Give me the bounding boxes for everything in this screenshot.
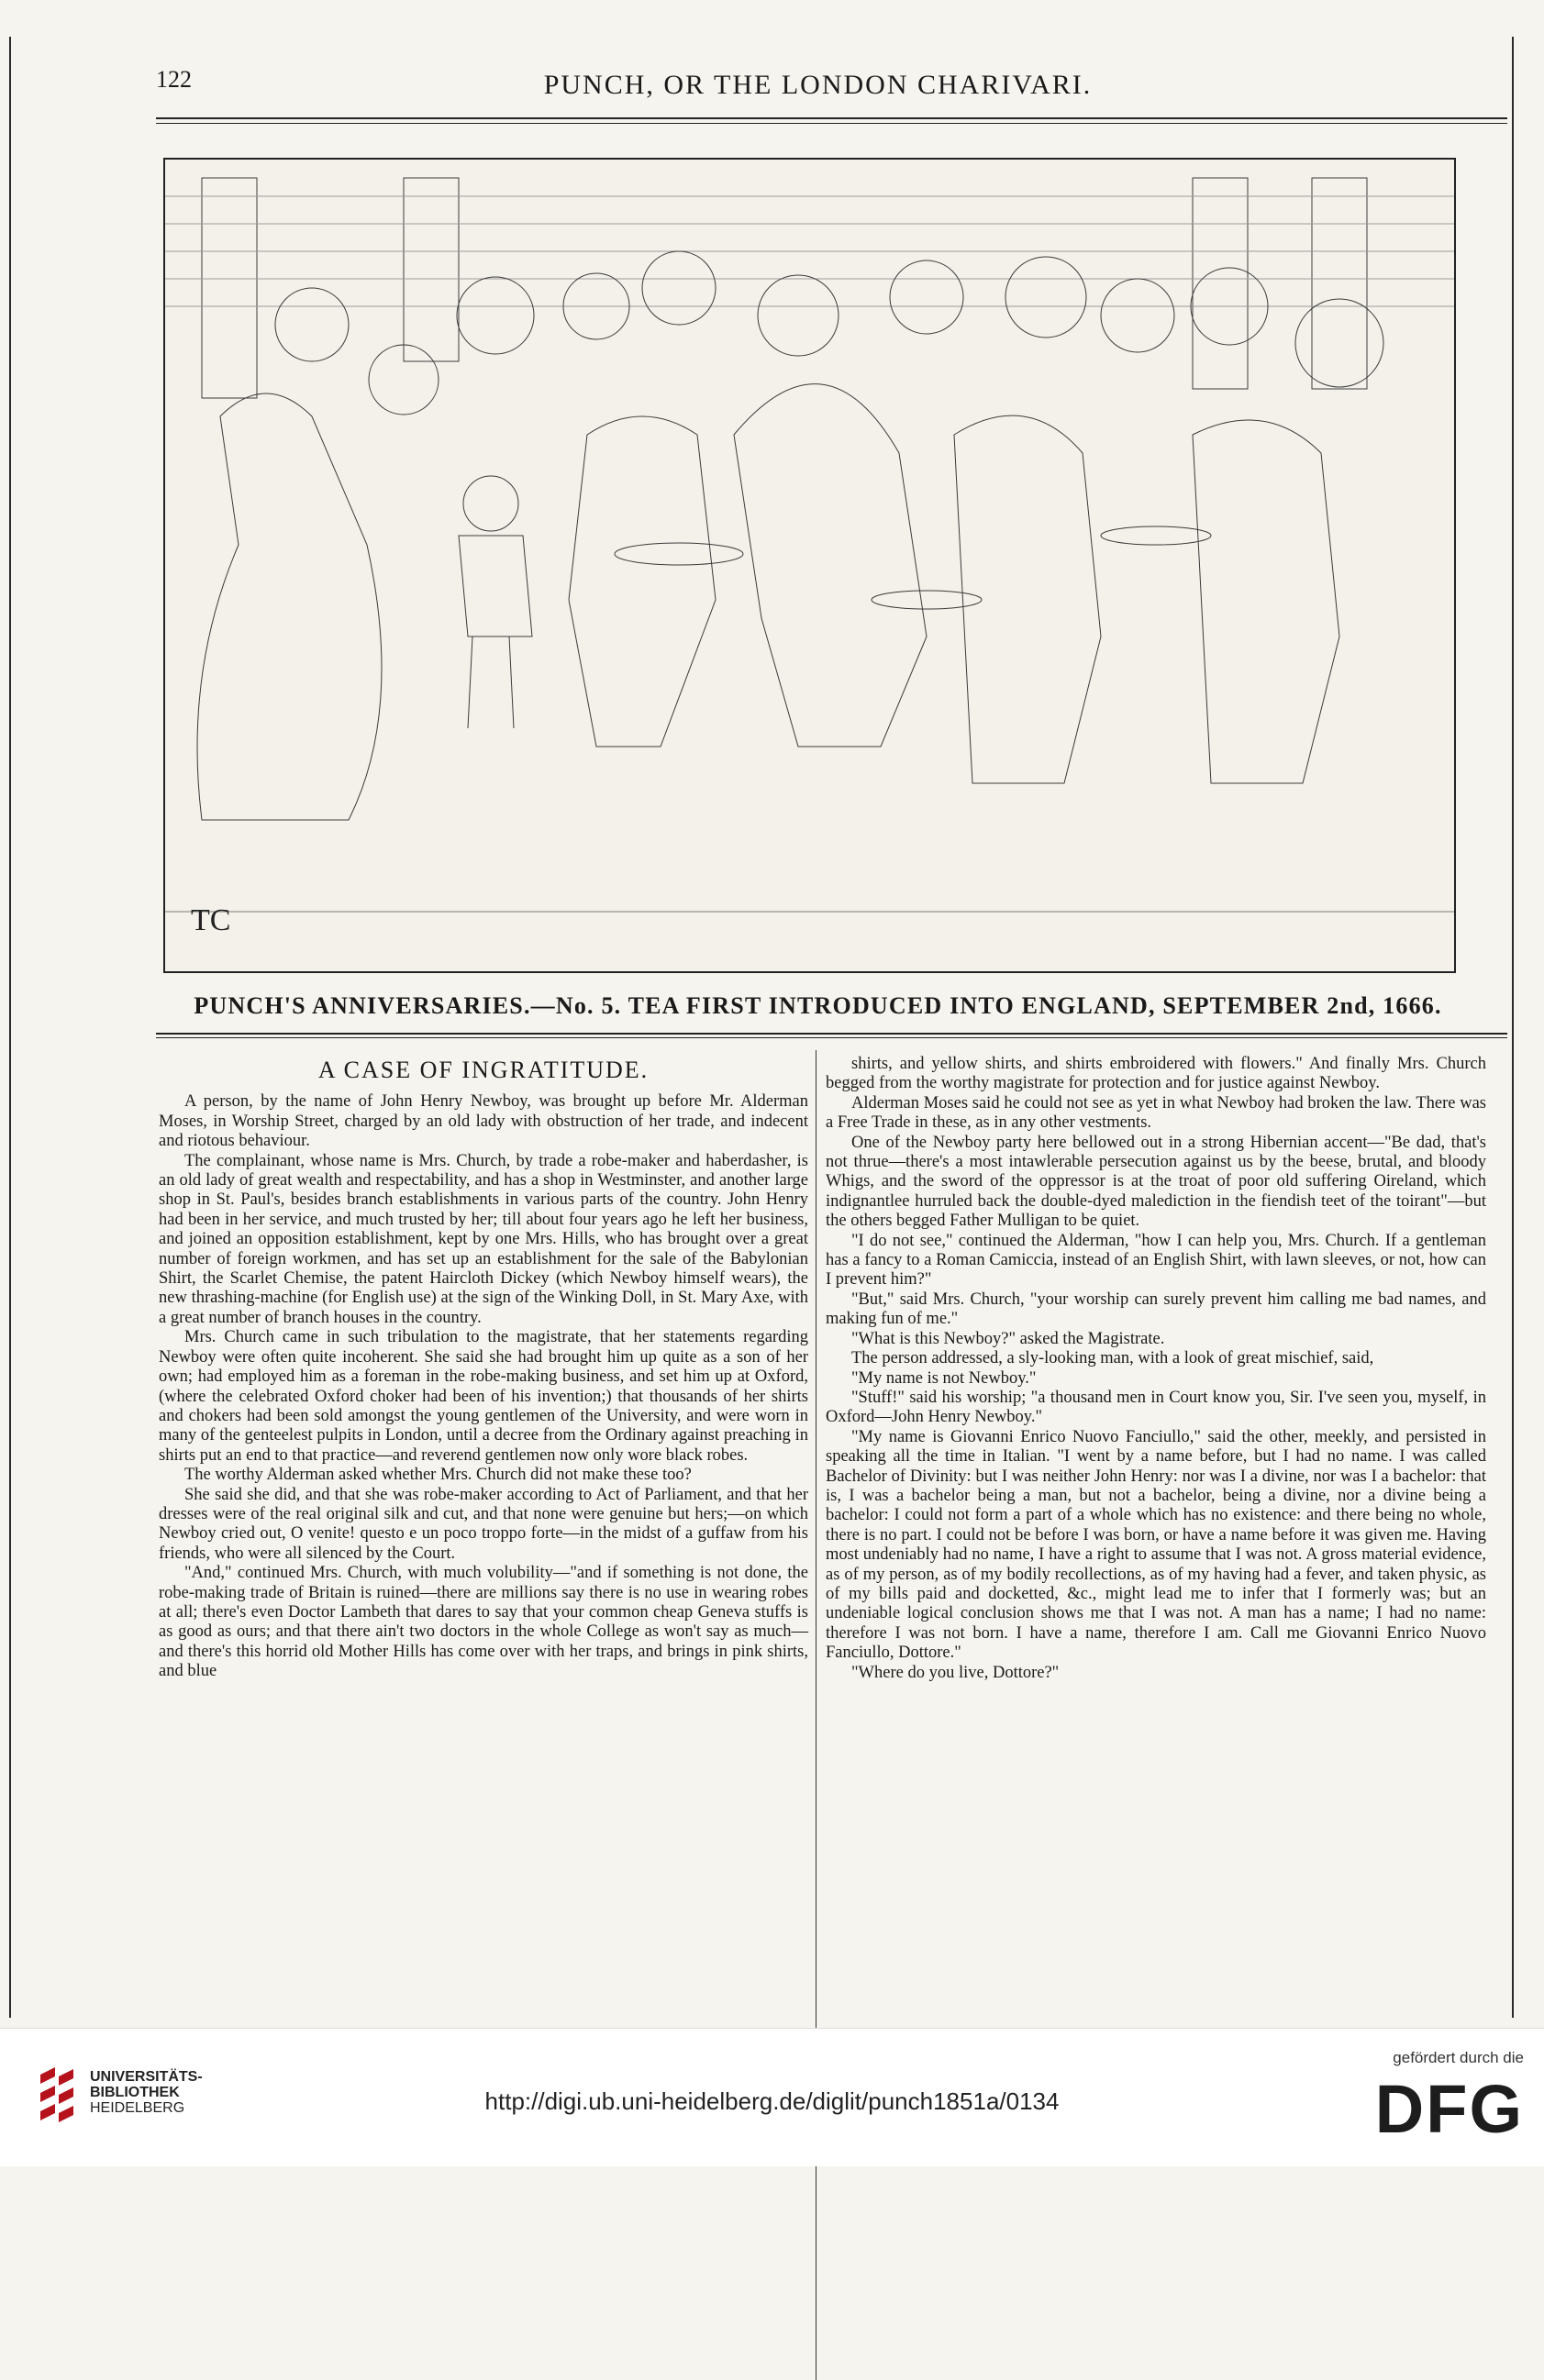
paragraph: "I do not see," continued the Alderman, "how I can help you, Mrs. Church. If a gentleman has a fancy to a Roman Camiccia, instead of an English Shirt, with lawn sleeves, or not, how can I prevent him?" (826, 1231, 1486, 1290)
library-name-line3: HEIDELBERG (90, 2100, 185, 2116)
funding-label: gefördert durch die (1393, 2049, 1524, 2066)
artist-monogram: TC (191, 903, 231, 937)
paragraph: "Stuff!" said his worship; "a thousand men in Court know you, Sir. I've seen you, myself, in Oxford—John Henry Newboy." (826, 1388, 1486, 1427)
library-name-line2: BIBLIOTHEK (90, 2085, 180, 2100)
paragraph: "But," said Mrs. Church, "your worship can surely prevent him calling me bad names, and making fun of me." (826, 1290, 1486, 1329)
left-column-text (159, 1092, 808, 1681)
paragraph: shirts, and yellow shirts, and shirts embroidered with flowers." And finally Mrs. Church begged from the worthy magistrate for protection and for justice against Newboy. (826, 1055, 1486, 1093)
header-rule-thin (156, 123, 1507, 124)
permalink-url[interactable]: http://digi.ub.uni-heidelberg.de/diglit/punch1851a/0134 (484, 2087, 1060, 2115)
paragraph: "What is this Newboy?" asked the Magistrate. (851, 1329, 1165, 1348)
left-margin-rule (9, 37, 11, 2018)
library-name-line1: UNIVERSITÄTS- (90, 2069, 203, 2085)
right-column (826, 1055, 1486, 1683)
page-header (138, 57, 1498, 112)
paragraph: The person addressed, a sly-looking man, with a look of great mischief, said, (851, 1349, 1374, 1368)
dfg-logo: DFG (1374, 2071, 1524, 2147)
engraving-illustration (163, 158, 1456, 973)
header-rule (156, 117, 1507, 119)
paragraph: Mrs. Church came in such tribulation to the magistrate, that her statements regarding Newboy were often quite incoherent. She said she had brought him up quite as a son of her own; had employed him as a foreman in the robe-making business, and set him up at Oxford, (where the celebrated Oxford choker had been of his invention;) that thousands of her shirts and chokers had been sold amongst the young gentlemen of the University, and were worn in many of the genteelest pulpits in London, until a decree from the Ordinary against preaching in shirts put an end to that practice—and reverend gentlemen now only wore black robes. (159, 1328, 808, 1465)
paragraph: A person, by the name of John Henry Newboy, was brought up before Mr. Alderman Moses, in Worship Street, charged by an old lady with obstruction of her trade, and indecent and riotous behaviour. (159, 1092, 808, 1151)
paragraph: The worthy Alderman asked whether Mrs. Church did not make these too? (184, 1466, 692, 1485)
funding-credit (1359, 2049, 1524, 2146)
paragraph: "My name is Giovanni Enrico Nuovo Fanciullo," said the other, meekly, and persisted in speaking all the time in Italian. "I went by a name before, but I had no name. I was called Bachelor of Divinity: but I was neither John Henry: nor was I a divine, nor was I a bachelor: that is, I was a bachelor being a man, but not a bachelor, being a divine, nor a divine being a bachelor: I could not form a part of a whole which has no existence: and there being no whole, there is no part. I could not be before I was born, or have a name before it was given me. Having most undeniably had no name, I have a right to assume that I was not. A gross material evidence, as of my person, as of my bodily recollections, as of my having had a fever, and taken physic, as of my bills paid and docketted, &c., might lead me to infer that I formerly was; but an undeniable logical conclusion shows me that I was not. A man has a name; I had no name: therefore I was not born. I have a name, therefore I am. Call me Giovanni Enrico Nuovo Fanciullo, Dottore." (826, 1427, 1486, 1663)
paragraph: "And," continued Mrs. Church, with much volubility—"and if something is not done, the robe-making trade of Britain is ruined—there are millions say there is no use in wearing robes at all; there's even Doctor Lambeth that dares to say that your common cheap Geneva stuffs is as good as ours; and that there ain't two doctors in the whole College as won't say as much—and there's this horrid old Mother Hills has come over with her traps, and brings in pink shirts, and blue (159, 1564, 808, 1681)
paragraph: Alderman Moses said he could not see as yet in what Newboy had broken the law. There was a Free Trade in these, as in any other vestments. (826, 1093, 1486, 1133)
left-column (159, 1055, 808, 1682)
page-number: 122 (156, 66, 192, 93)
right-column-text (826, 1055, 1486, 1683)
paragraph: "Where do you live, Dottore?" (851, 1663, 1060, 1682)
running-title: PUNCH, OR THE LONDON CHARIVARI. (543, 70, 1093, 100)
digitization-footer (0, 2028, 1544, 2166)
paragraph: "My name is not Newboy." (851, 1368, 1037, 1388)
article-title: A CASE OF INGRATITUDE. (317, 1057, 650, 1083)
caption-rule-thin (156, 1037, 1507, 1038)
caption-rule (156, 1033, 1507, 1035)
tea-party-engraving (165, 160, 1454, 971)
paragraph: The complainant, whose name is Mrs. Church, by trade a robe-maker and haberdasher, is an old lady of great wealth and respectability, and has a shop in Westminster, and another large shop in St. Paul's, besides branch establishments in various parts of the country. John Henry had been in her service, and much trusted by her; till about four years ago he left her business, and joined an opposition establishment, kept by one Mrs. Hills, who has brought over a great number of foreign workmen, and has set up an establishment for the sale of the Babylonian Shirt, the Scarlet Chemise, the patent Haircloth Dickey (which Newboy himself wears), the new thrashing-machine (for English use) at the sign of the Winking Doll, in St. Mary Axe, with a great number of branch houses in the country. (159, 1151, 808, 1327)
illustration-caption: PUNCH'S ANNIVERSARIES.—No. 5. TEA FIRST INTRODUCED INTO ENGLAND, SEPTEMBER 2nd, 1666. (194, 992, 1442, 1019)
right-margin-rule (1512, 37, 1514, 2018)
paragraph: She said she did, and that she was robe-maker according to Act of Parliament, and that her dresses were of the real original silk and cut, and that none were genuine but hers;—on which Newboy cried out, O venite! questo e un poco troppo forte—in the midst of a guffaw from his friends, who were all silenced by the Court. (159, 1485, 808, 1563)
paragraph: One of the Newboy party here bellowed out in a strong Hibernian accent—"Be dad, that's not thrue—there's a most intawlerable persecution against us by the beese, brutal, and bloody Whigs, and the sword of the oppressor is at the troat of poor old suffering Oireland, which indignantlee hurruled back the double-dyed malediction in the fiendish teet of the toirant"—but the others begged Father Mulligan to be quiet. (826, 1133, 1486, 1231)
